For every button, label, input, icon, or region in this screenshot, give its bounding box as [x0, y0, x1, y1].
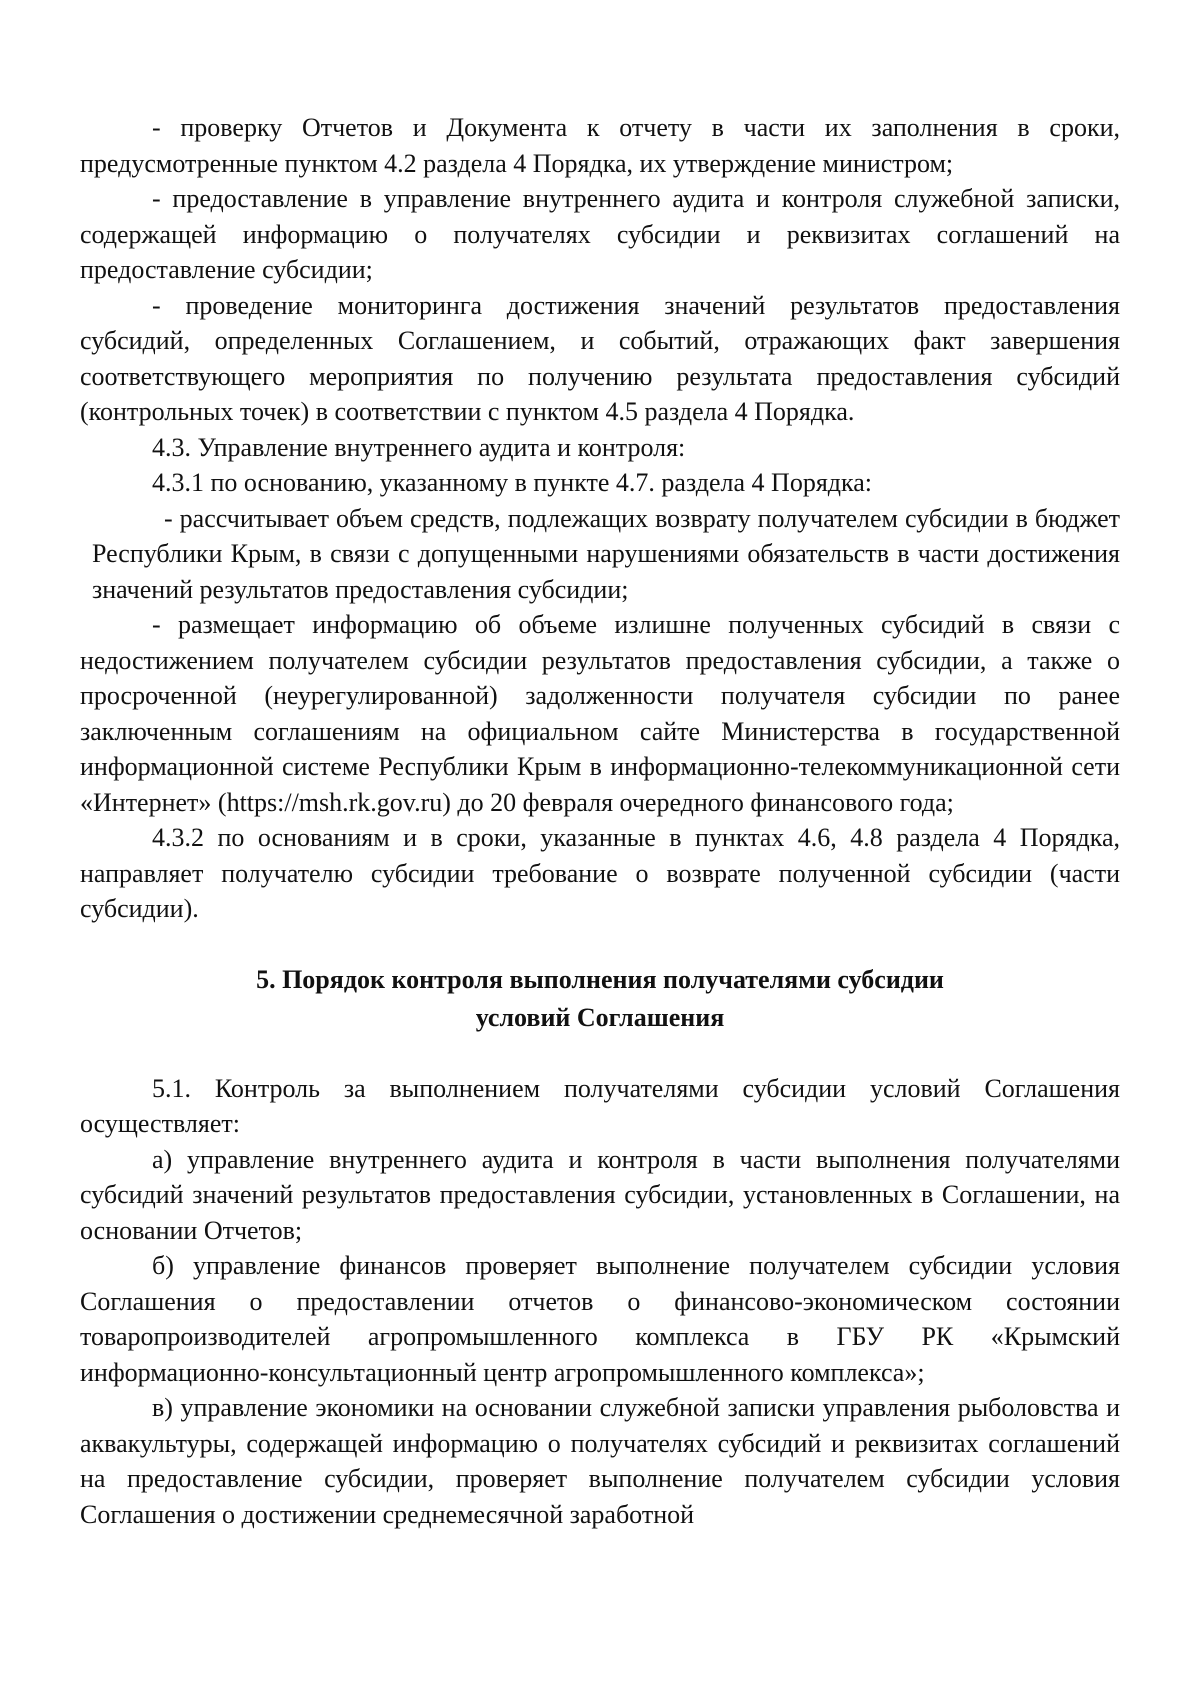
paragraph-5-1: 5.1. Контроль за выполнением получателями субсидии условий Соглашения осуществляет:: [80, 1073, 1120, 1138]
paragraph-5-1-c: в) управление экономики на основании служебной записки управления рыболовства и аквакультуры, содержащей информацию о получателях субсидий и реквизитах соглашений на предоставление субсидии, проверяет выполнение получателем субсидии условия Соглашения о достижении среднемесячной заработной: [80, 1393, 1120, 1529]
paragraph-publishes-info: - размещает информацию об объеме излишне полученных субсидий в связи с недостижением получателем субсидии результатов предоставления субсидии, а также о просроченной (неурегулированной) задолженности получателя субсидии по ранее заключенным соглашениям на официальном сайте Министерства в государственной информационной системе Республики Крым в информационно-телекоммуникационной сети «Интернет» (https://msh.rk.gov.ru) до 20 февраля очередного финансового года;: [80, 610, 1120, 817]
paragraph-5-1-a: а) управление внутреннего аудита и контроля в части выполнения получателями субсидий значений результатов предоставления субсидии, установленных в Соглашении, на основании Отчетов;: [80, 1144, 1120, 1245]
paragraph-monitoring: - проведение мониторинга достижения значений результатов предоставления субсидий, определенных Соглашением, и событий, отражающих факт завершения соответствующего мероприятия по получению результата предоставления субсидий (контрольных точек) в соответствии с пунктом 4.5 раздела 4 Порядка.: [80, 290, 1120, 426]
section-5-title: [80, 961, 1120, 1037]
paragraph-check-reports: - проверку Отчетов и Документа к отчету в части их заполнения в сроки, предусмотренные пунктом 4.2 раздела 4 Порядка, их утверждение министром;: [80, 113, 1120, 178]
section-title-line-1: 5. Порядок контроля выполнения получателями субсидии: [256, 964, 944, 994]
paragraph-calculates-return: - рассчитывает объем средств, подлежащих возврату получателем субсидии в бюджет Республики Крым, в связи с допущенными нарушениями обязательств в части достижения значений результатов предоставления субсидии;: [92, 503, 1120, 604]
paragraph-5-1-b: б) управление финансов проверяет выполнение получателем субсидии условия Соглашения о предоставлении отчетов о финансово-экономическом состоянии товаропроизводителей агропромышленного комплекса в ГБУ РК «Крымский информационно-консультационный центр агропромышленного комплекса»;: [80, 1251, 1120, 1387]
section-title-line-2: условий Соглашения: [475, 1002, 725, 1032]
paragraph-4-3-2: 4.3.2 по основаниям и в сроки, указанные в пунктах 4.6, 4.8 раздела 4 Порядка, направляет получателю субсидии требование о возврате полученной субсидии (части субсидии).: [80, 823, 1120, 923]
paragraph-4-3-1: 4.3.1 по основанию, указанному в пункте 4.7. раздела 4 Порядка:: [152, 468, 873, 497]
document-page: [80, 110, 1120, 1532]
paragraph-memo-audit: - предоставление в управление внутреннего аудита и контроля служебной записки, содержащей информацию о получателях субсидии и реквизитах соглашений на предоставление субсидии;: [80, 184, 1120, 284]
paragraph-4-3-heading: 4.3. Управление внутреннего аудита и контроля:: [152, 432, 686, 462]
